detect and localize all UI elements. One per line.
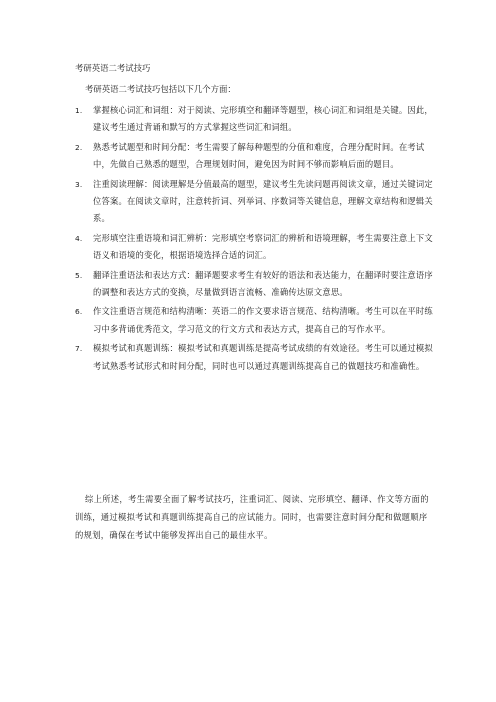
summary-paragraph: 综上所述，考生需要全面了解考试技巧，注重词汇、阅读、完形填空、翻译、作文等方面的训练，通过模拟考试和真题训练提高自己的应试能力。同时，也需要注意时间分配和做题顺序的规划，确保在考试中能够发挥出自己的最佳水平。 bbox=[75, 494, 429, 540]
document-title: 考研英语二考试技巧 bbox=[75, 63, 151, 73]
list-item bbox=[75, 230, 435, 265]
list-item-text: 注重阅读理解：阅读理解是分值最高的题型，建议考生先读问题再阅读文章，通过关键词定位答案。在阅读文章时，注意转折词、列举词、序数词等关键信息，理解文章结构和逻辑关系。 bbox=[93, 178, 433, 224]
list-item-number: 5. bbox=[75, 270, 83, 280]
list-item-number: 7. bbox=[75, 344, 83, 354]
list-item bbox=[75, 139, 435, 174]
list-item-number: 4. bbox=[75, 233, 83, 243]
list-item-text: 掌握核心词汇和词组：对于阅读、完形填空和翻译等题型，核心词汇和词组是关键。因此，建议考生通过背诵和默写的方式掌握这些词汇和词组。 bbox=[93, 105, 433, 133]
list-item-number: 6. bbox=[75, 307, 83, 317]
list-item-text: 翻译注重语法和表达方式：翻译题要求考生有较好的语法和表达能力，在翻译时要注意语序的调整和表达方式的变换，尽量做到语言流畅、准确传达原文意思。 bbox=[93, 269, 433, 298]
list-item bbox=[75, 176, 435, 228]
list-item bbox=[75, 303, 435, 338]
list-item-text: 完形填空注重语境和词汇辨析：完形填空考察词汇的辨析和语境理解，考生需要注意上下文语义和语境的变化，根据语境选择合适的词汇。 bbox=[93, 232, 433, 261]
list-item bbox=[75, 267, 435, 302]
list-item-number: 2. bbox=[75, 142, 83, 152]
list-item-text: 作文注重语言规范和结构清晰：英语二的作文要求语言规范、结构清晰。考生可以在平时练习中多背诵优秀范文，学习范文的行文方式和表达方式，提高自己的写作水平。 bbox=[93, 306, 433, 334]
tips-list bbox=[75, 102, 435, 377]
list-item-text: 模拟考试和真题训练：模拟考试和真题训练是提高考试成绩的有效途径。考生可以通过模拟考试熟悉考试形式和时间分配，同时也可以通过真题训练提高自己的做题技巧和准确性。 bbox=[93, 343, 433, 371]
list-item-text: 熟悉考试题型和时间分配：考生需要了解每种题型的分值和难度，合理分配时间。在考试中，先做自己熟悉的题型，合理规划时间，避免因为时间不够而影响后面的题目。 bbox=[93, 141, 425, 170]
list-item-number: 1. bbox=[75, 106, 83, 115]
list-item-number: 3. bbox=[75, 179, 83, 189]
list-item bbox=[75, 102, 435, 137]
intro-paragraph: 考研英语二考试技巧包括以下几个方面： bbox=[85, 84, 236, 94]
list-item bbox=[75, 340, 435, 375]
